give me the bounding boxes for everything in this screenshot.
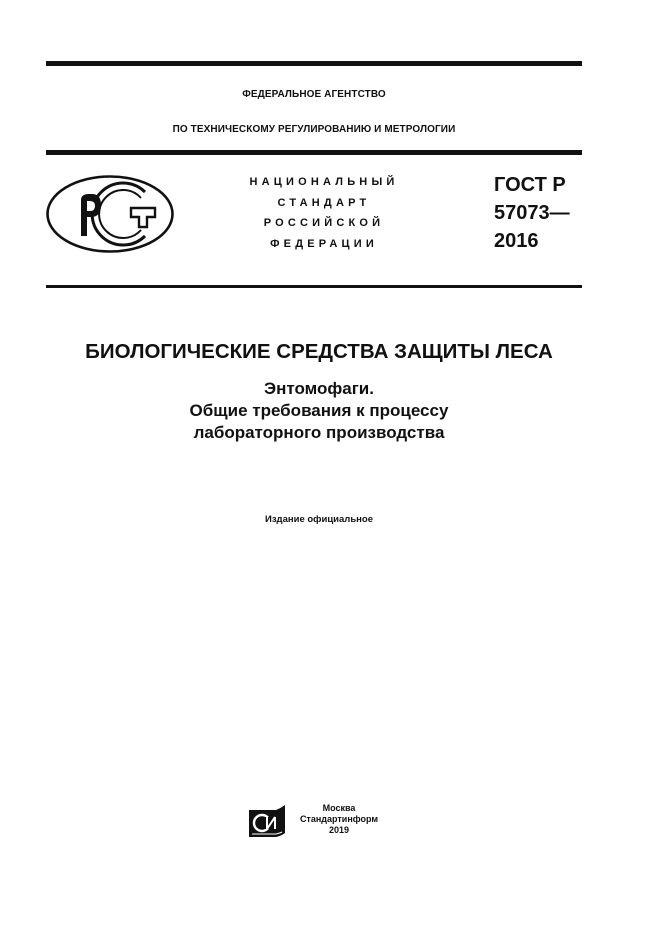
designation-line-2: 57073— [494,202,570,224]
document-subtitle [46,378,592,444]
standard-designation [494,171,570,255]
designation-line-1: ГОСТ Р [494,174,566,196]
edition-label: Издание официальное [265,514,373,525]
publisher-name: Стандартинформ [299,814,379,824]
publisher-year: 2019 [328,825,350,835]
subtitle-line-2: Общие требования к процессу [189,401,449,420]
subtitle-line-1: Энтомофаги. [264,379,374,398]
national-line-1: НАЦИОНАЛЬНЫЙ [249,176,399,188]
national-line-2: СТАНДАРТ [277,196,371,209]
standartinform-logo-icon [248,805,286,838]
subtitle-line-3: лабораторного производства [193,423,445,442]
national-line-4: ФЕДЕРАЦИИ [270,237,378,250]
bottom-rule [46,285,582,288]
publisher-info [292,803,386,836]
designation-line-3: 2016 [494,230,539,252]
middle-rule [46,150,582,155]
top-rule [46,61,582,66]
agency-line-2: ПО ТЕХНИЧЕСКОМУ РЕГУЛИРОВАНИЮ И МЕТРОЛОГИИ [172,124,456,135]
document-title: БИОЛОГИЧЕСКИЕ СРЕДСТВА ЗАЩИТЫ ЛЕСА [85,340,553,363]
publisher-city: Москва [322,803,356,813]
national-standard-label [236,172,412,254]
agency-line-1: ФЕДЕРАЛЬНОЕ АГЕНТСТВО [242,89,386,100]
national-line-3: РОССИЙСКОЙ [263,217,385,229]
rst-gost-emblem-icon [45,174,177,256]
